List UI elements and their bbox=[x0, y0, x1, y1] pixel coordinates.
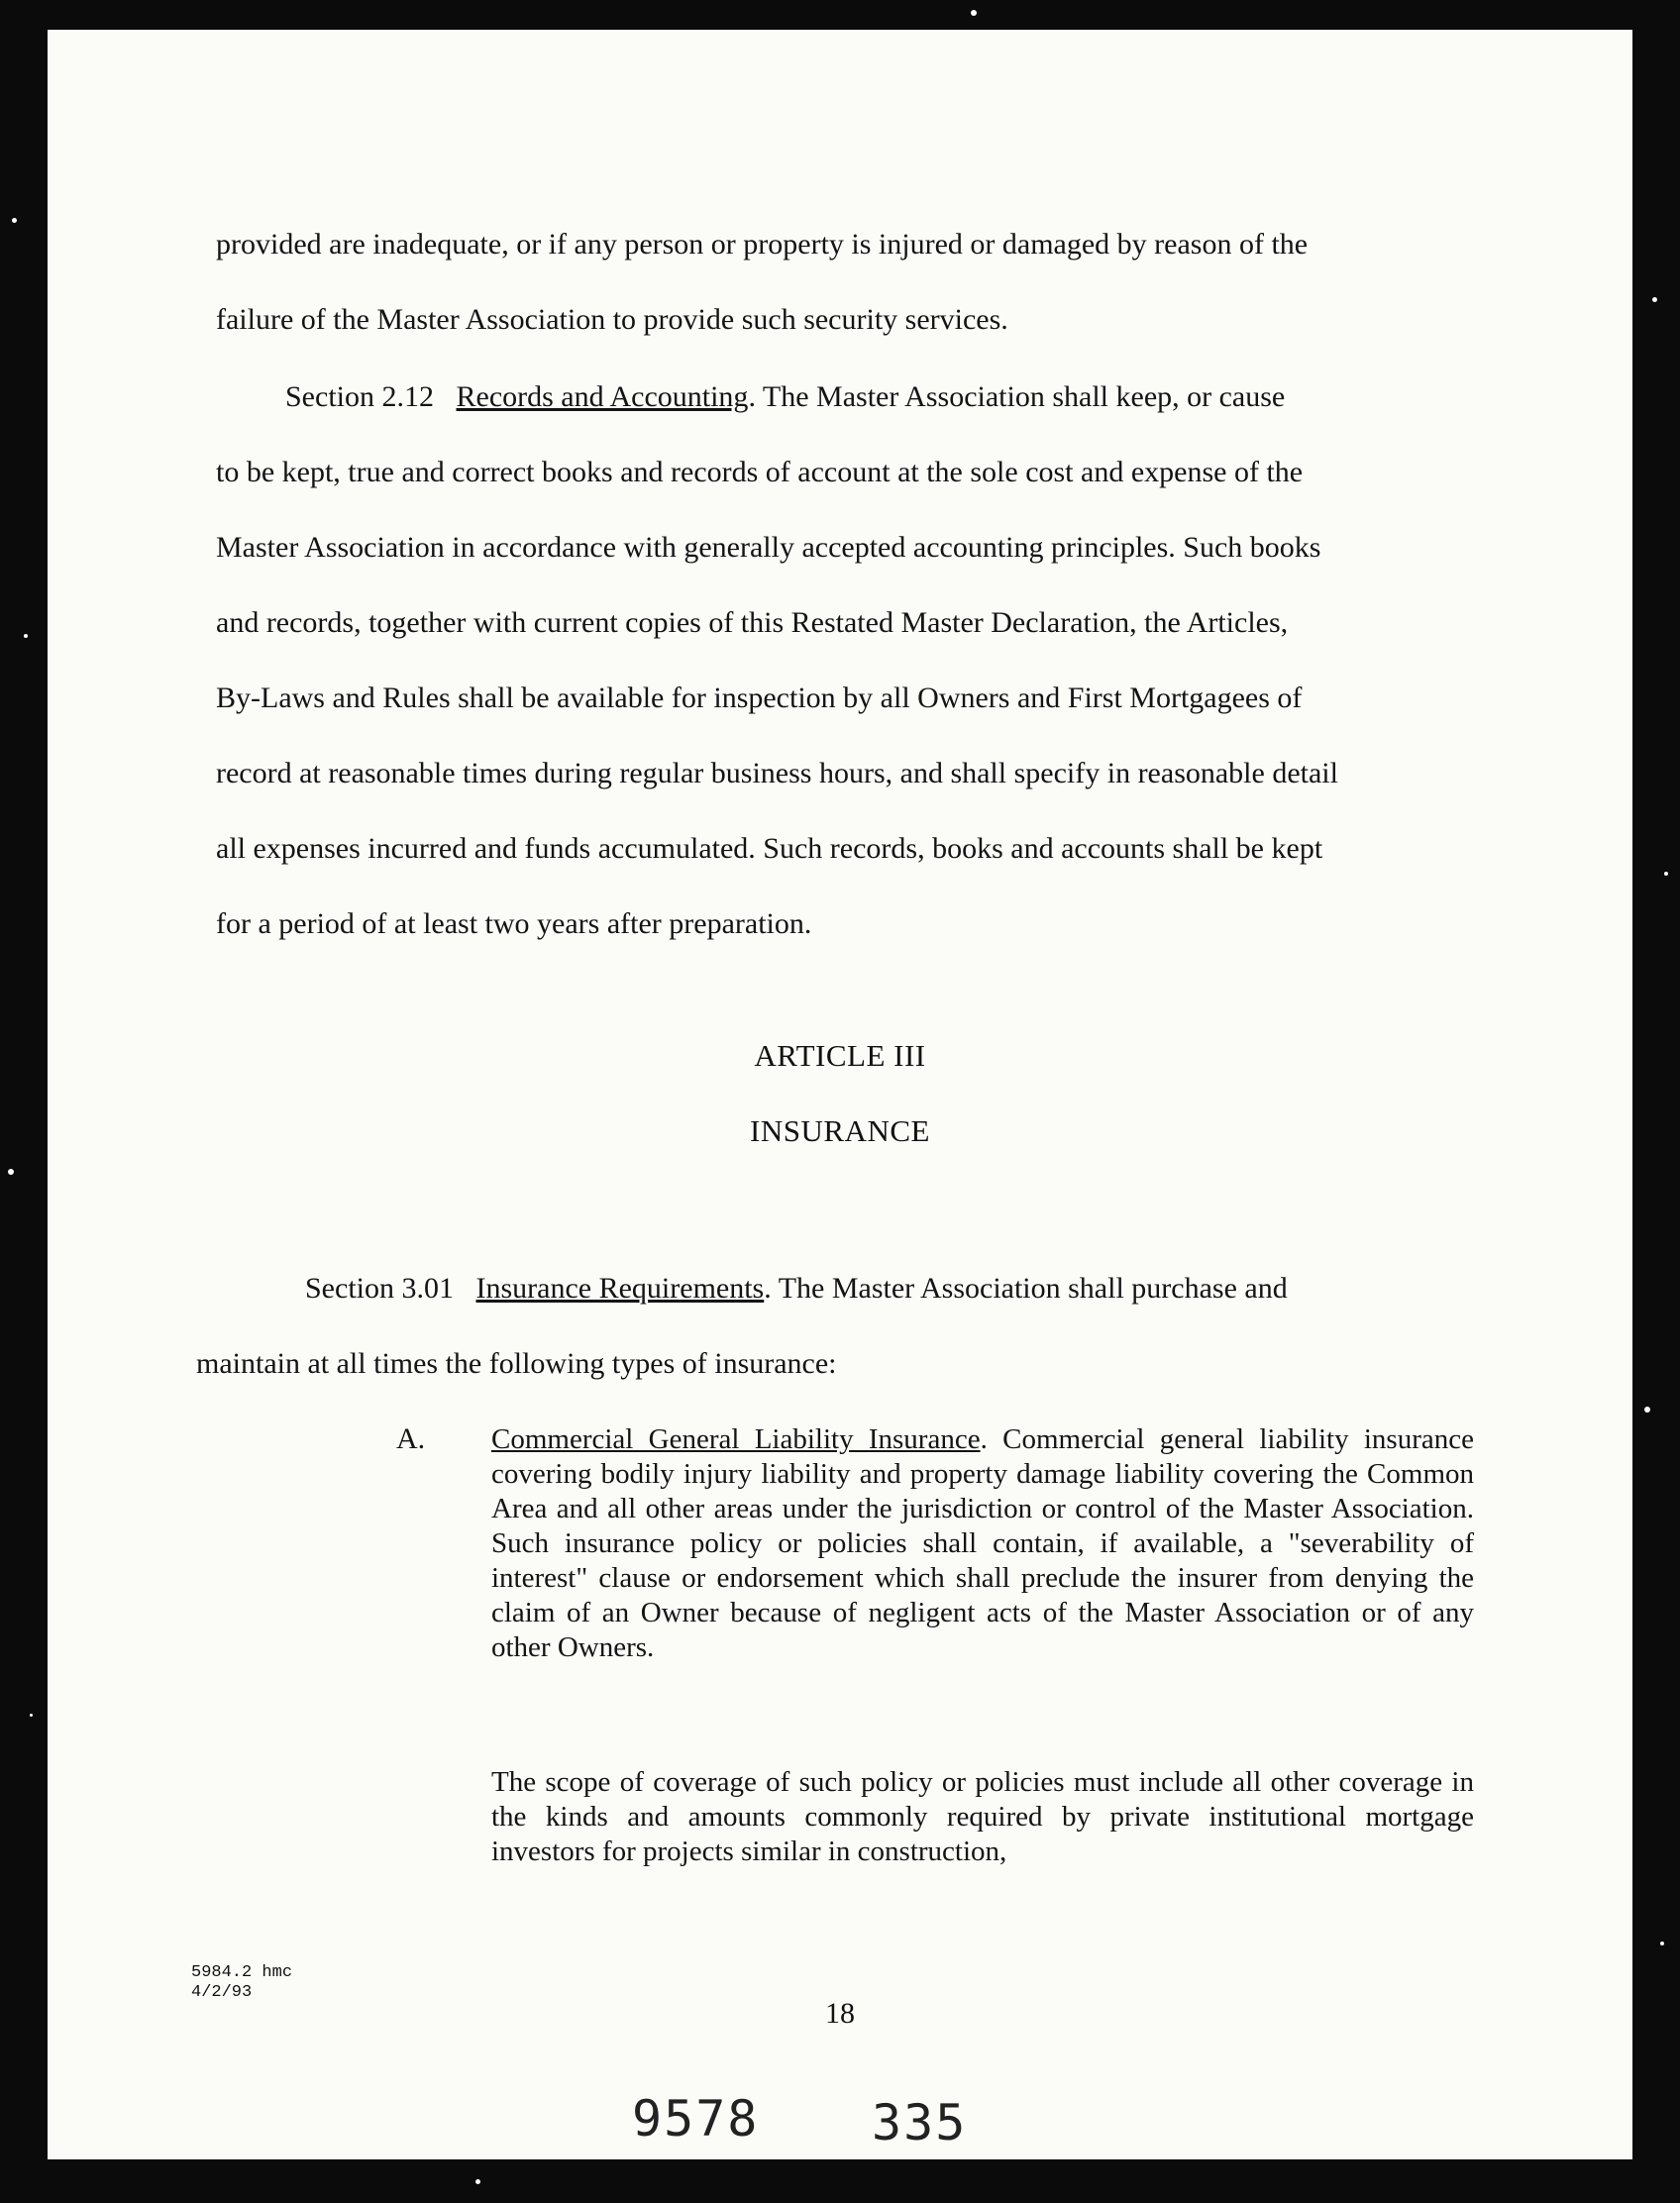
article-number: ARTICLE III bbox=[754, 1038, 926, 1073]
item-a-body bbox=[491, 1422, 1474, 1665]
document-date: 4/2/93 bbox=[191, 1983, 253, 2002]
scan-speck bbox=[12, 218, 17, 223]
stamp-book-number: 9578 bbox=[632, 2090, 760, 2148]
item-a-text: . Commercial general liability insurance covering bodily injury liability and property damage liability covering the Common Area and all other areas under the jurisdiction or control of the Master Association. Such insurance policy or policies shall contain, if available, a "severability of interest" clause or endorsement which shall preclude the insurer from denying the claim of an Owner because of negligent acts of the Master Association or of any other Owners. bbox=[491, 1423, 1474, 1663]
section-2-12-heading-line bbox=[285, 380, 1285, 414]
scan-speck bbox=[1644, 1407, 1650, 1413]
document-code: 5984.2 hmc bbox=[191, 1963, 293, 1982]
section-3-01-heading-line bbox=[305, 1272, 1288, 1306]
text-line: By-Laws and Rules shall be available for inspection by all Owners and First Mortgagees of bbox=[216, 682, 1303, 714]
text-line: all expenses incurred and funds accumulated. Such records, books and accounts shall be kept bbox=[216, 832, 1323, 865]
scan-speck bbox=[1664, 872, 1668, 876]
section-3-01-label: Section 3.01 bbox=[305, 1272, 454, 1305]
section-2-12-title: Records and Accounting bbox=[456, 380, 749, 413]
stamp-page-number: 335 bbox=[872, 2094, 968, 2151]
scan-speck bbox=[30, 1714, 33, 1717]
item-a-paragraph-2: The scope of coverage of such policy or policies must include all other coverage in the kinds and amounts commonly required by private institutional mortgage investors for projects similar in construction, bbox=[491, 1766, 1474, 1867]
scan-speck bbox=[8, 1169, 14, 1175]
section-3-01-title: Insurance Requirements bbox=[475, 1272, 765, 1305]
scan-speck bbox=[1652, 297, 1657, 302]
text-line: to be kept, true and correct books and records of account at the sole cost and expense of the bbox=[216, 456, 1304, 488]
text-line: failure of the Master Association to provide such security services. bbox=[216, 303, 1008, 336]
section-3-01-line1: . The Master Association shall purchase and bbox=[764, 1272, 1288, 1305]
text-line: Master Association in accordance with generally accepted accounting principles. Such books bbox=[216, 531, 1321, 564]
text-line: maintain at all times the following types of insurance: bbox=[196, 1347, 837, 1380]
section-2-12-label: Section 2.12 bbox=[285, 380, 434, 413]
page-number: 18 bbox=[825, 1997, 855, 2030]
text-line: for a period of at least two years after preparation. bbox=[216, 907, 812, 940]
article-title: INSURANCE bbox=[750, 1113, 930, 1148]
section-2-12-line1: . The Master Association shall keep, or cause bbox=[748, 380, 1286, 413]
scan-speck bbox=[475, 2179, 480, 2184]
item-a-title: Commercial General Liability Insurance bbox=[491, 1423, 981, 1455]
document-page bbox=[48, 30, 1632, 2159]
scan-speck bbox=[971, 10, 977, 16]
item-a-letter: A. bbox=[396, 1422, 426, 1455]
text-line: record at reasonable times during regular business hours, and shall specify in reasonable detail bbox=[216, 757, 1338, 789]
scan-speck bbox=[24, 634, 28, 638]
text-line: and records, together with current copies of this Restated Master Declaration, the Articles, bbox=[216, 606, 1289, 639]
scan-speck bbox=[1660, 1941, 1664, 1945]
text-line: provided are inadequate, or if any person or property is injured or damaged by reason of the bbox=[216, 228, 1309, 261]
